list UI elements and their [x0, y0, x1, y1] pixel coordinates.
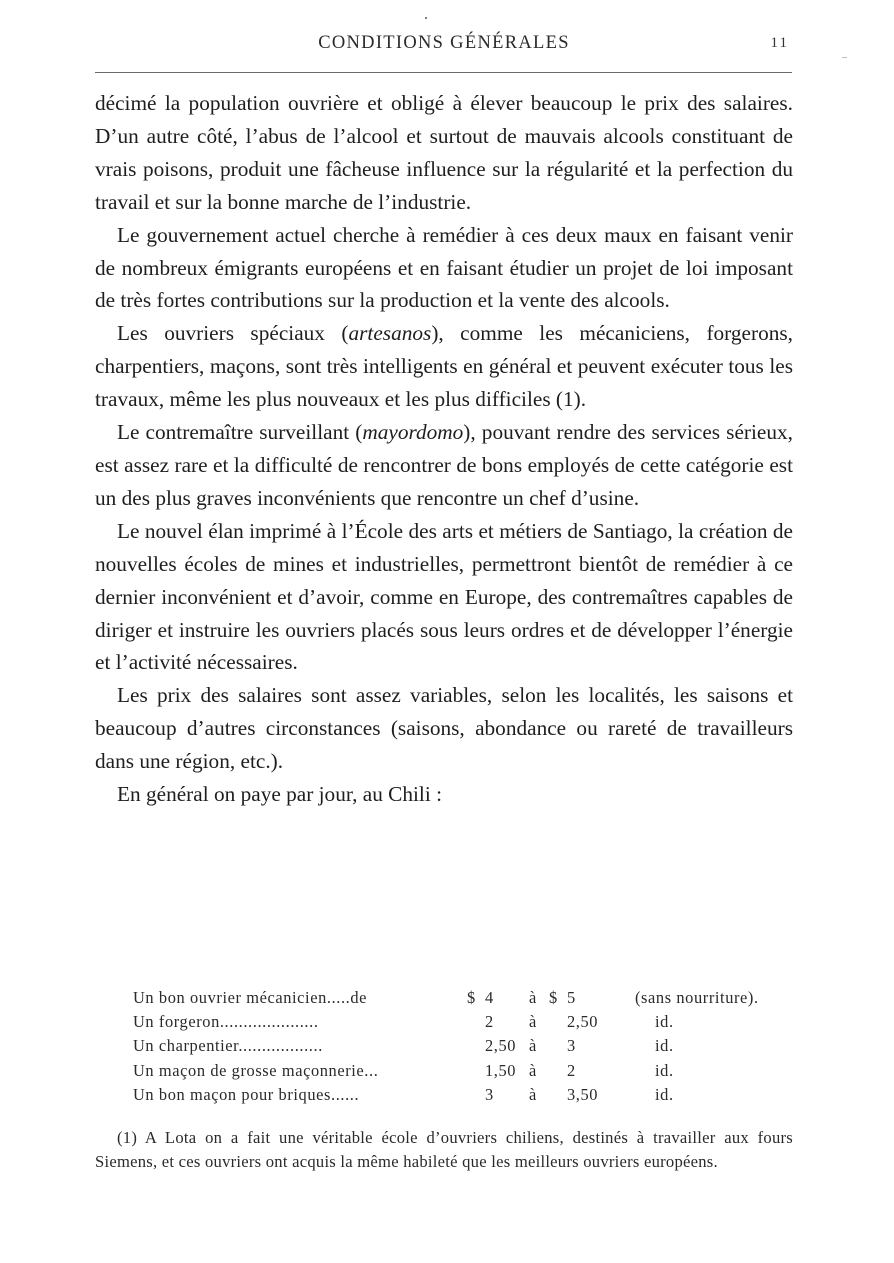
scan-speck — [425, 17, 427, 19]
page-number: 11 — [770, 35, 789, 51]
footnote-text: (1) A Lota on a fait une véritable école d’ouvriers chiliens, destinés à travailler aux fours Siemens, et ces ouvriers ont acquis la même habileté que les meilleurs ouvriers européens. — [95, 1128, 793, 1171]
scan-speck — [842, 57, 847, 58]
paragraph-text: ), comme les mécaniciens, forgerons, charpentiers, maçons, sont très intelligents en général et peuvent exécuter tous les travaux, même les plus nouveaux et les plus difficiles (1). — [95, 321, 793, 412]
paragraph: Le gouvernement actuel cherche à remédier à ces deux maux en faisant venir de nombreux émigrants européens et en faisant étudier un projet de loi imposant de très fortes contributions sur la production et la vente des alcools. — [95, 222, 793, 313]
currency-symbol — [467, 1059, 485, 1083]
currency-symbol: $ — [467, 988, 476, 1007]
italic-term: mayordomo — [362, 420, 464, 445]
paragraph — [95, 416, 793, 515]
currency-symbol — [549, 1059, 567, 1083]
trade-label: Un forgeron..................... — [133, 1012, 319, 1032]
paragraph: Le nouvel élan imprimé à l’École des arts et métiers de Santiago, la création de nouvelles écoles de mines et industrielles, permettront bientôt de remédier à ce dernier inconvénient et d’avoir, comme en Europe, des contremaîtres capables de diriger et instruire les ouvriers placés sous leurs ordres et de développer l’énergie et l’activité nécessaires. — [95, 518, 793, 675]
running-title: CONDITIONS GÉNÉRALES — [318, 33, 570, 53]
running-head — [95, 33, 793, 59]
table-row — [133, 1010, 759, 1034]
trade-label: Un bon maçon pour briques...... — [133, 1084, 360, 1104]
paragraph-text: Les ouvriers spéciaux ( — [117, 321, 349, 346]
wage-from: 4 — [485, 988, 494, 1007]
range-word: à — [529, 1084, 537, 1104]
body-text — [95, 87, 793, 811]
wage-from: 1,50 — [485, 1060, 517, 1080]
paragraph: Les prix des salaires sont assez variables, selon les localités, les saisons et beaucoup d’autres circonstances (saisons, abondance ou rareté de travailleurs dans une région, etc.). — [95, 683, 793, 774]
wage-note: id. — [655, 1036, 674, 1056]
wage-to: 2 — [567, 1060, 576, 1080]
italic-term: artesanos — [348, 321, 432, 346]
wage-note: id. — [655, 1084, 674, 1104]
paragraph-text: ), pouvant rendre des services sérieux, est assez rare et la difficulté de rencontrer de bons employés de cette catégorie est un des plus graves inconvénients que rencontre un chef d’usine. — [95, 420, 793, 510]
wage-to: 2,50 — [567, 1012, 599, 1032]
trade-label: Un maçon de grosse maçonnerie... — [133, 1060, 379, 1080]
wage-to: 3 — [567, 1036, 576, 1056]
wage-from: 2 — [485, 1012, 494, 1032]
wage-table — [133, 986, 759, 1107]
wage-note: id. — [655, 1012, 674, 1032]
paragraph: décimé la population ouvrière et obligé à élever beaucoup le prix des salaires. D’un autre côté, l’abus de l’alcool et surtout de mauvais alcools constituant de vrais poisons, produit une fâcheuse influence sur la régularité et la perfection du travail et sur la bonne marche de l’industrie. — [95, 91, 793, 214]
wage-from: 3 — [485, 1084, 494, 1104]
currency-symbol — [549, 1034, 567, 1058]
header-rule — [95, 72, 792, 73]
wage-from: 2,50 — [485, 1036, 517, 1056]
paragraph-text: Le contremaître surveillant ( — [117, 420, 363, 445]
wage-note: (sans nourriture). — [635, 988, 759, 1007]
currency-symbol — [467, 1010, 485, 1034]
footnote — [95, 1126, 793, 1173]
paragraph: En général on paye par jour, au Chili : — [117, 782, 443, 807]
wage-to: 5 — [567, 988, 576, 1007]
wage-note: id. — [655, 1060, 674, 1080]
trade-label: Un bon ouvrier mécanicien.....de — [133, 988, 368, 1007]
currency-symbol — [467, 1083, 485, 1107]
range-word: à — [529, 1060, 537, 1080]
trade-label: Un charpentier.................. — [133, 1036, 323, 1056]
currency-symbol — [467, 1034, 485, 1058]
range-word: à — [529, 1012, 537, 1032]
table-row — [133, 1034, 759, 1058]
currency-symbol: $ — [549, 988, 558, 1007]
wage-to: 3,50 — [567, 1084, 599, 1104]
range-word: à — [529, 988, 537, 1007]
paragraph — [95, 317, 793, 416]
table-row — [133, 1083, 759, 1107]
table-row — [133, 1059, 759, 1083]
currency-symbol — [549, 1010, 567, 1034]
range-word: à — [529, 1036, 537, 1056]
currency-symbol — [549, 1083, 567, 1107]
table-row — [133, 986, 759, 1010]
